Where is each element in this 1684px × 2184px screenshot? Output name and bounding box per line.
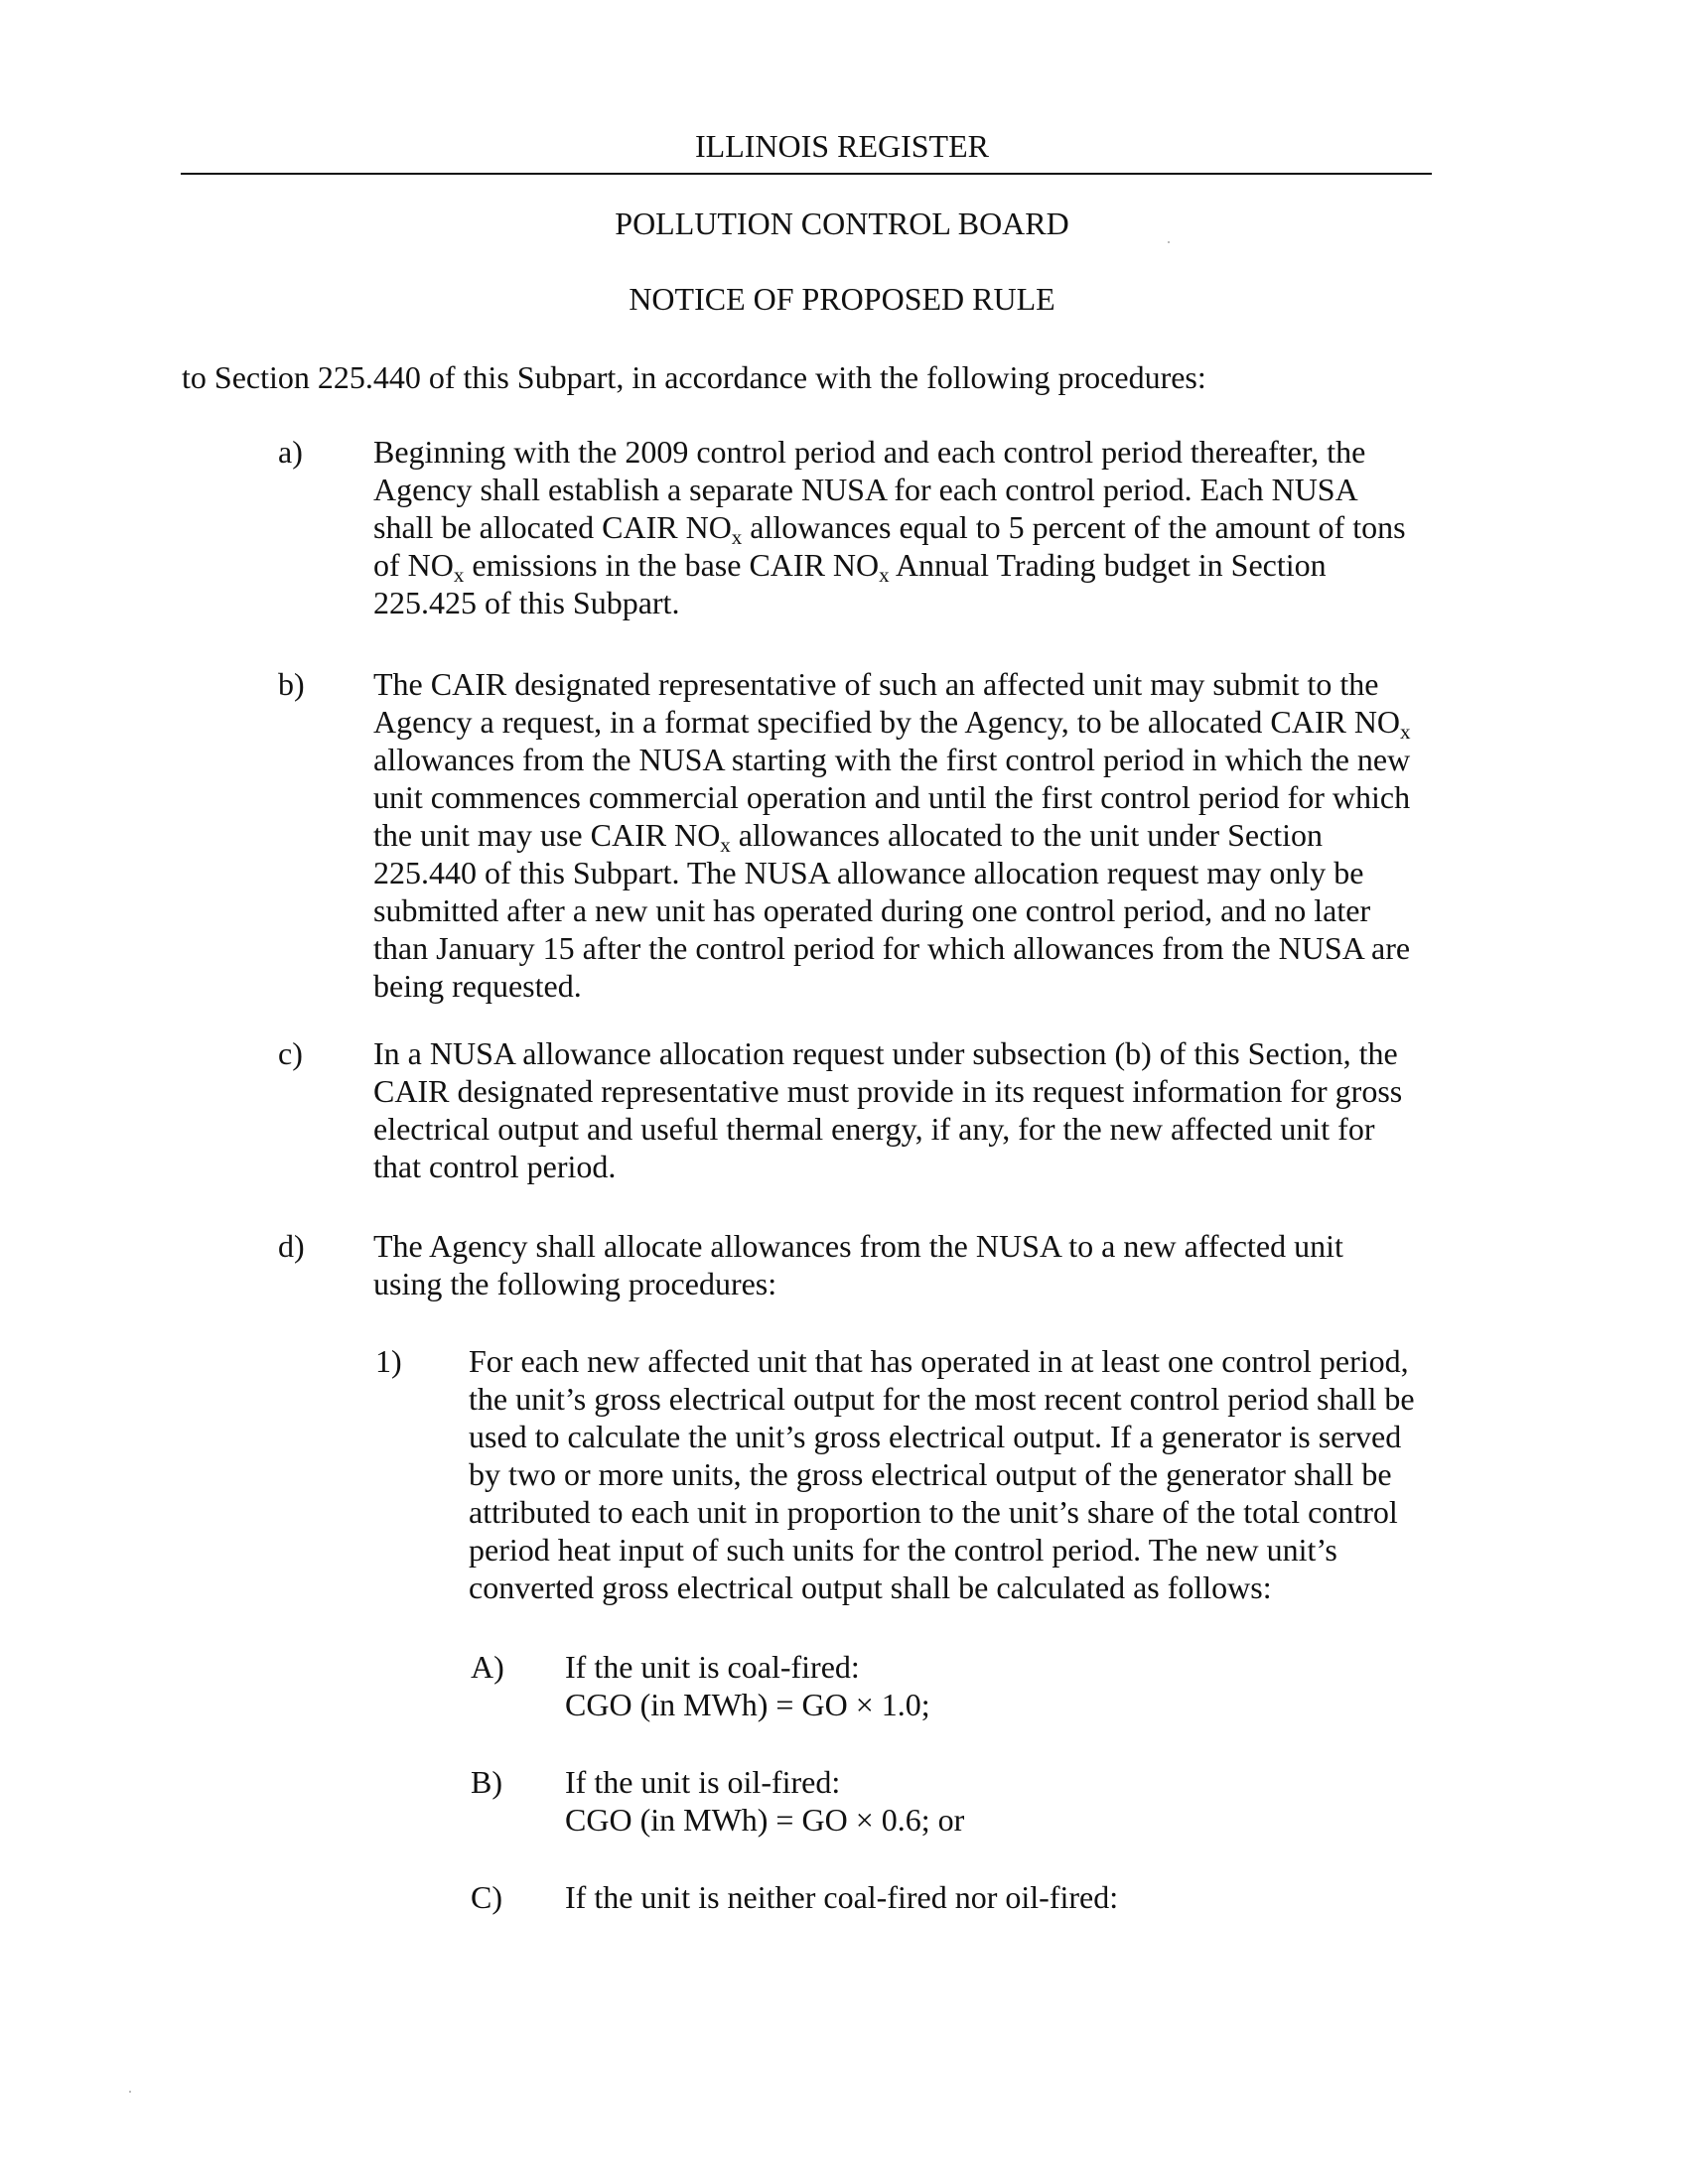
subsection-marker: a) [278,434,303,470]
text-line: 225.440 of this Subpart. The NUSA allowance allocation request may only be [373,855,1364,890]
scan-speck [129,2091,131,2093]
text-line: In a NUSA allowance allocation request under subsection (b) of this Section, the [373,1035,1398,1071]
text-line: than January 15 after the control period for which allowances from the NUSA are [373,930,1411,966]
subsection-c [278,1034,1450,1185]
subsection-text [373,1227,1450,1302]
subsection-text [373,1034,1450,1185]
subparagraph-text [565,1878,1444,1916]
subsection-d [278,1227,1450,1302]
subparagraph-A [471,1648,1444,1723]
text-line: The CAIR designated representative of such an affected unit may submit to the [373,666,1379,702]
text-line: CGO (in MWh) = GO × 0.6; or [565,1802,965,1838]
text-line: Agency shall establish a separate NUSA for each control period. Each NUSA [373,472,1358,507]
text-line: electrical output and useful thermal energy, if any, for the new affected unit for [373,1111,1375,1147]
header-rule [181,173,1432,175]
subparagraph-text [565,1648,1444,1723]
paragraph-marker: 1) [375,1343,402,1379]
subparagraph-B [471,1763,1444,1839]
subparagraph-marker: B) [471,1764,502,1800]
notice-type: NOTICE OF PROPOSED RULE [629,281,1055,317]
text-line: used to calculate the unit’s gross electrical output. If a generator is served [469,1419,1402,1454]
text-line: the unit may use CAIR $NO_x$ allowances allocated to the unit under Section [373,817,1324,857]
subsection-marker: b) [278,666,305,702]
text-line: The Agency shall allocate allowances from the NUSA to a new affected unit [373,1228,1343,1264]
scan-speck [1168,241,1170,243]
paragraph-1 [375,1342,1450,1606]
paragraph-text [469,1342,1450,1606]
text-line: of $NO_x$ emissions in the base CAIR $NO_x$ Annual Trading budget in Section [373,547,1327,587]
subparagraph-text [565,1763,1444,1839]
text-line: Agency a request, in a format specified by the Agency, to be allocated CAIR $NO_x$ [373,704,1411,744]
text-line: If the unit is oil-fired: [565,1764,841,1800]
subparagraph-C [471,1878,1444,1916]
register-title: ILLINOIS REGISTER [695,128,989,164]
agency-name: POLLUTION CONTROL BOARD [615,205,1069,241]
subparagraph-marker: C) [471,1879,502,1915]
text-line: For each new affected unit that has operated in at least one control period, [469,1343,1409,1379]
subsection-text [373,433,1450,621]
text-line: unit commences commercial operation and until the first control period for which [373,779,1411,815]
text-line: If the unit is coal-fired: [565,1649,860,1685]
text-line: 225.425 of this Subpart. [373,585,680,620]
text-line: by two or more units, the gross electrical output of the generator shall be [469,1456,1392,1492]
subsection-marker: d) [278,1228,305,1264]
text-line: the unit’s gross electrical output for the most recent control period shall be [469,1381,1415,1417]
text-line: submitted after a new unit has operated during one control period, and no later [373,892,1371,928]
text-line: allowances from the NUSA starting with the first control period in which the new [373,742,1411,777]
text-line: CAIR designated representative must provide in its request information for gross [373,1073,1403,1109]
text-line: converted gross electrical output shall be calculated as follows: [469,1570,1272,1605]
subparagraph-marker: A) [471,1649,504,1685]
text-line: Beginning with the 2009 control period and each control period thereafter, the [373,434,1366,470]
subsection-marker: c) [278,1035,303,1071]
subsection-b [278,665,1450,1005]
text-line: shall be allocated CAIR $NO_x$ allowances equal to 5 percent of the amount of tons [373,509,1406,549]
intro-line: to Section 225.440 of this Subpart, in accordance with the following procedures: [182,359,1206,395]
text-line: being requested. [373,968,582,1004]
text-line: attributed to each unit in proportion to the unit’s share of the total control [469,1494,1398,1530]
subsection-text [373,665,1450,1005]
text-line: If the unit is neither coal-fired nor oil-fired: [565,1879,1119,1915]
subsection-a [278,433,1450,621]
text-line: CGO (in MWh) = GO × 1.0; [565,1687,930,1722]
text-line: using the following procedures: [373,1266,777,1301]
text-line: period heat input of such units for the control period. The new unit’s [469,1532,1337,1568]
text-line: that control period. [373,1149,617,1184]
